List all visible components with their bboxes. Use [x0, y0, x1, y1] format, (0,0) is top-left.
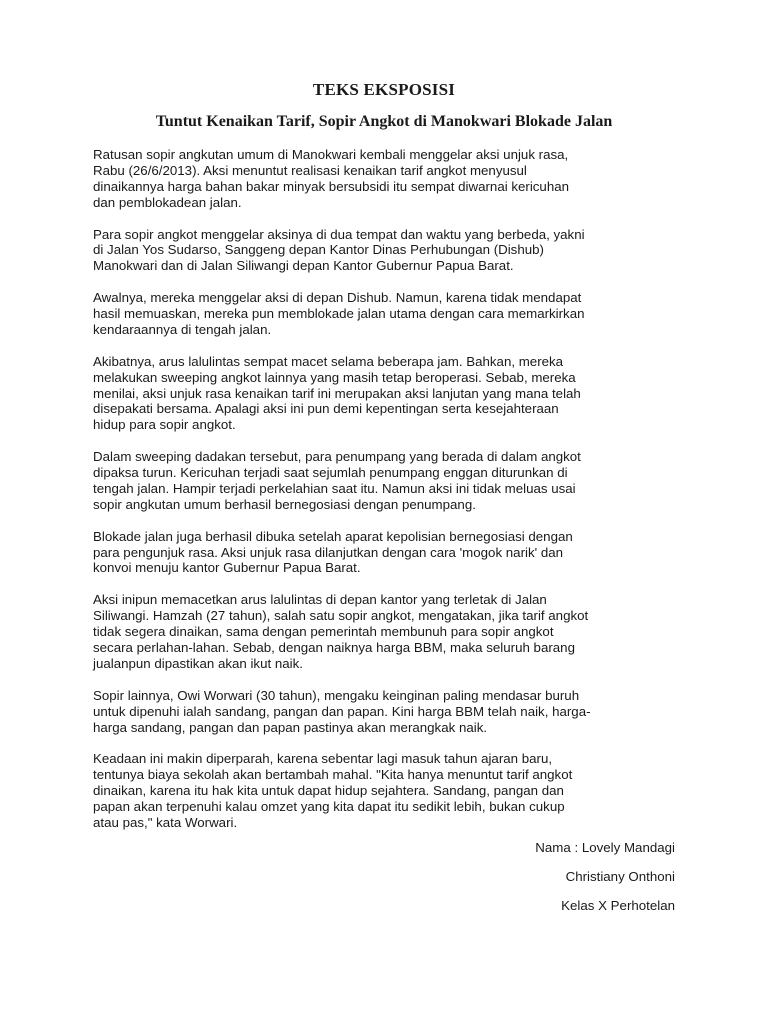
document-body	[93, 147, 683, 847]
paragraph: Awalnya, mereka menggelar aksi di depan Dishub. Namun, karena tidak mendapat hasil memuaskan, mereka pun memblokade jalan utama dengan cara memarkirkan kendaraannya di tengah jalan.	[93, 290, 585, 337]
paragraph: Akibatnya, arus lalulintas sempat macet selama beberapa jam. Bahkan, mereka melakukan sweeping angkot lainnya yang masih tetap beroperasi. Sebab, mereka menilai, aksi unjuk rasa kenaikan tarif ini merupakan aksi lanjutan yang mana telah disepakati bersama. Apalagi aksi ini pun demi kepentingan serta kesejahteraan hidup para sopir angkot.	[93, 353, 581, 433]
paragraph: Ratusan sopir angkutan umum di Manokwari kembali menggelar aksi unjuk rasa, Rabu (26/6/2013). Aksi menuntut realisasi kenaikan tarif angkot menyusul dinaikannya harga bahan bakar minyak bersubsidi itu sempat diwarnai kericuhan dan pemblokadean jalan.	[93, 147, 570, 210]
paragraph: Sopir lainnya, Owi Worwari (30 tahun), mengaku keinginan paling mendasar buruh untuk dipenuhi ialah sandang, pangan dan papan. Kini harga BBM telah naik, harga- harga sandang, pangan dan papan pastinya akan merangkak naik.	[93, 687, 591, 735]
paragraph: Para sopir angkot menggelar aksinya di dua tempat dan waktu yang berbeda, yakni di Jalan Yos Sudarso, Sanggeng depan Kantor Dinas Perhubungan (Dishub) Manokwari dan di Jalan Siliwangi depan Kantor Gubernur Papua Barat.	[93, 226, 585, 274]
document-title: TEKS EKSPOSISI	[312, 80, 456, 99]
paragraph: Blokade jalan juga berhasil dibuka setelah aparat kepolisian bernegosiasi dengan para pengunjuk rasa. Aksi unjuk rasa dilanjutkan dengan cara 'mogok narik' dan konvoi menuju kantor Gubernur Papua Barat.	[93, 528, 573, 576]
document-subtitle: Tuntut Kenaikan Tarif, Sopir Angkot di Manokwari Blokade Jalan	[155, 113, 613, 130]
co-author-name: Christiany Onthoni	[565, 868, 675, 884]
paragraph: Dalam sweeping dadakan tersebut, para penumpang yang berada di dalam angkot dipaksa turun. Kericuhan terjadi saat sejumlah penumpang enggan diturunkan di tengah jalan. Hampir terjadi perkelahian saat itu. Namun aksi ini tidak meluas usai sopir angkutan umum berhasil bernegosiasi dengan penumpang.	[93, 449, 581, 512]
class-line: Kelas X Perhotelan	[561, 897, 675, 913]
author-name-line: Nama : Lovely Mandagi	[535, 840, 675, 855]
paragraph: Keadaan ini makin diperparah, karena sebentar lagi masuk tahun ajaran baru, tentunya biaya sekolah akan bertambah mahal. "Kita hanya menuntut tarif angkot dinaikan, karena itu hak kita untuk dapat hidup sejahtera. Sandang, pangan dan papan akan terpenuhi kalau omzet yang kita dapat itu sedikit lebih, bukan cukup atau pas," kata Worwari.	[93, 751, 573, 830]
author-signature-block	[535, 840, 675, 927]
paragraph: Aksi inipun memacetkan arus lalulintas di depan kantor yang terletak di Jalan Siliwangi. Hamzah (27 tahun), salah satu sopir angkot, mengatakan, jika tarif angkot tidak segera dinaikan, sama dengan pemerintah membunuh para sopir angkot secara perlahan-lahan. Sebab, dengan naiknya harga BBM, maka seluruh barang jualanpun dipastikan akan ikut naik.	[93, 592, 589, 671]
